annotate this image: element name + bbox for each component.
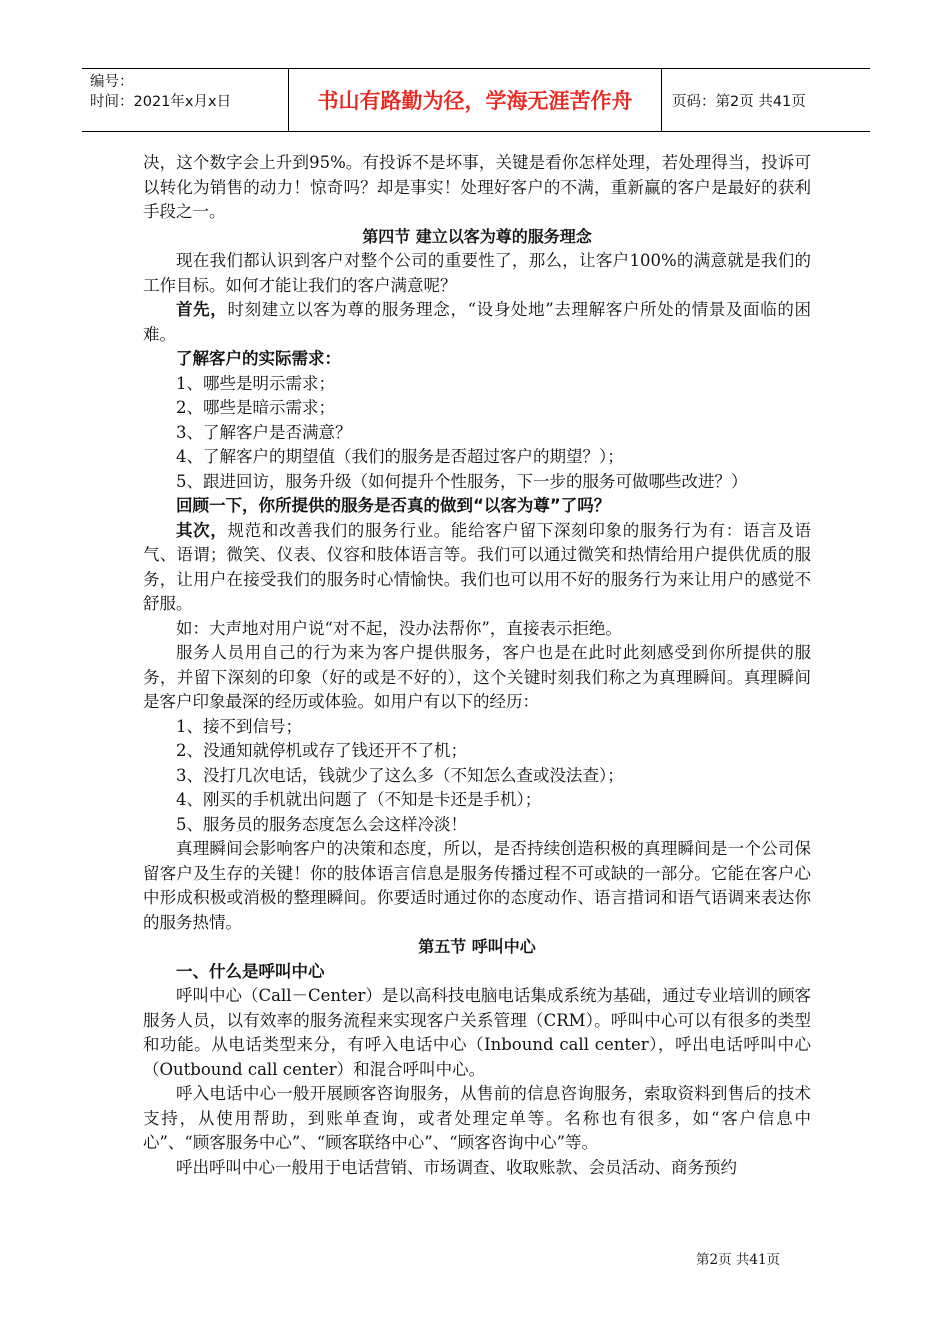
list-item: 4、刚买的手机就出问题了（不知是卡还是手机）； xyxy=(176,790,542,809)
paragraph: 决，这个数字会上升到95%。有投诉不是坏事，关键是看你怎样处理，若处理得当，投诉可以转化为销售的动力！惊奇吗？却是事实！处理好客户的不满，重新赢的客户是最好的获利手段之一。 xyxy=(143,153,811,221)
list-item: 1、哪些是明示需求； xyxy=(176,373,335,393)
list-item: 2、哪些是暗示需求； xyxy=(176,398,335,417)
paragraph: 如：大声地对用户说“对不起，没办法帮你”，直接表示拒绝。 xyxy=(176,618,622,638)
list-title: 了解客户的实际需求： xyxy=(176,349,341,368)
subsection-heading: 一、什么是呼叫中心 xyxy=(176,961,325,981)
header-meta xyxy=(82,69,289,131)
header-page-number: 页码：第2页 共41页 xyxy=(672,93,806,110)
list-item: 3、没打几次电话，钱就少了这么多（不知怎么查或没法查）； xyxy=(176,765,624,785)
list-item: 4、了解客户的期望值（我们的服务是否超过客户的期望？）； xyxy=(176,447,624,466)
list-item: 5、服务员的服务态度怎么会这样冷淡！ xyxy=(176,814,467,834)
page-footer: 第2页 共41页 xyxy=(696,1252,781,1268)
paragraph-text: 规范和改善我们的服务行业。能给客户留下深刻印象的服务行为有：语言及语气、语谓；微笑、仪表、仪容和肢体语言等。我们可以通过微笑和热情给用户提供优质的服务，让用户在接受我们的服务时心情愉快。我们也可以用不好的服务行为来让用户的感觉不舒服。 xyxy=(143,520,812,613)
doc-number-label: 编号： xyxy=(90,74,134,90)
list-item: 1、接不到信号； xyxy=(176,716,302,736)
header-motto: 书山有路勤为径，学海无涯苦作舟 xyxy=(289,69,662,131)
page-header xyxy=(82,68,870,132)
date-label: 时间：2021年x月x日 xyxy=(90,94,232,110)
document-body xyxy=(143,151,811,1180)
paragraph: 呼入电话中心一般开展顾客咨询服务，从售前的信息咨询服务，索取资料到售后的技术支持，从使用帮助，到账单查询，或者处理定单等。名称也有很多，如“客户信息中心”、“顾客服务中心”、“顾客联络中心”、“顾客咨询中心”等。 xyxy=(143,1084,811,1152)
paragraph: 现在我们都认识到客户对整个公司的重要性了，那么，让客户100%的满意就是我们的工作目标。如何才能让我们的客户满意呢？ xyxy=(143,251,811,295)
paragraph-text: 时刻建立以客为尊的服务理念，“设身处地”去理解客户所处的情景及面临的困难。 xyxy=(143,300,812,344)
paragraph: 真理瞬间会影响客户的决策和态度，所以，是否持续创造积极的真理瞬间是一个公司保留客户及生存的关键！你的肢体语言信息是服务传播过程不可或缺的一部分。它能在客户心中形成积极或消极的整理瞬间。你要适时通过你的态度动作、语言措词和语气语调来表达你的服务热情。 xyxy=(143,839,811,932)
review-question: 回顾一下，你所提供的服务是否真的做到“以客为尊”了吗？ xyxy=(176,496,611,515)
list-item: 2、没通知就停机或存了钱还开不了机； xyxy=(176,741,467,760)
paragraph xyxy=(143,298,811,347)
section-heading: 第五节 呼叫中心 xyxy=(418,937,536,956)
section-heading: 第四节 建立以客为尊的服务理念 xyxy=(362,226,592,246)
list-item: 3、了解客户是否满意？ xyxy=(176,422,352,442)
bold-lead: 首先， xyxy=(176,300,228,319)
paragraph: 呼出呼叫中心一般用于电话营销、市场调查、收取账款、会员活动、商务预约 xyxy=(176,1157,737,1177)
paragraph xyxy=(143,519,811,617)
paragraph: 呼叫中心（Call－Center）是以高科技电脑电话集成系统为基础，通过专业培训的顾客服务人员，以有效率的服务流程来实现客户关系管理（CRM）。呼叫中心可以有很多的类型和功能。从电话类型来分，有呼入电话中心（Inbound call center），呼出电话呼叫中心（Outbound call center）和混合呼叫中心。 xyxy=(143,986,811,1079)
bold-lead: 其次， xyxy=(176,520,228,540)
paragraph: 服务人员用自己的行为来为客户提供服务，客户也是在此时此刻感受到你所提供的服务，并留下深刻的印象（好的或是不好的），这个关键时刻我们称之为真理瞬间。真理瞬间是客户印象最深的经历或体验。如用户有以下的经历： xyxy=(143,643,811,711)
list-item: 5、跟进回访，服务升级（如何提升个性服务，下一步的服务可做哪些改进？） xyxy=(176,471,748,491)
